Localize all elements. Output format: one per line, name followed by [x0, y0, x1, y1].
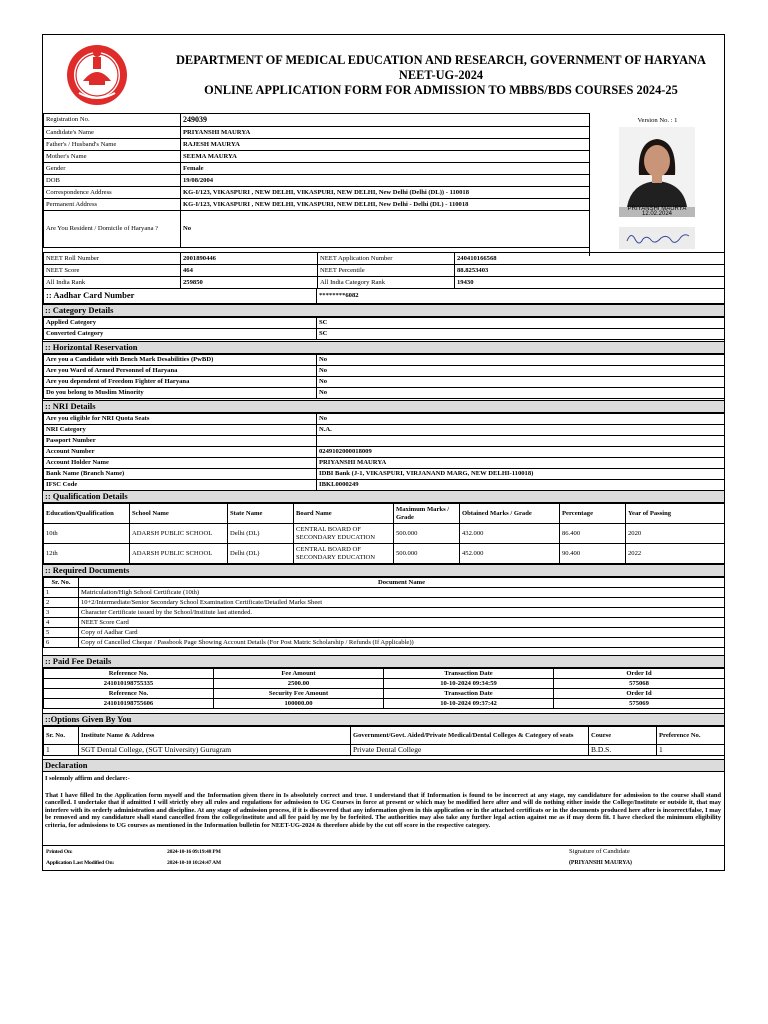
value: KG-I/123, VIKASPURI , NEW DELHI, VIKASPURI, NEW DELHI, New Delhi (Delhi (DL)) - 110018: [181, 187, 590, 199]
value: PRIYANSHI MAURYA: [181, 127, 590, 139]
nri-table: [43, 413, 725, 491]
label: Candidate's Name: [44, 127, 181, 139]
value: KG-I/123, VIKASPURI , NEW DELHI, VIKASPURI, NEW DELHI, New Delhi - Delhi (DL) - 110018: [181, 199, 590, 211]
cell: Copy of Cancelled Cheque / Passbook Page Showing Account Details (For Post Matric Scholarship / Refunds (If Applicable)): [79, 638, 725, 648]
candidate-signature-image: [619, 227, 695, 249]
cell: 4: [44, 618, 79, 628]
label: NEET Score: [44, 265, 181, 277]
options-table: [43, 726, 725, 756]
cell: 86.400: [560, 524, 626, 544]
column-header: Year of Passing: [626, 504, 725, 524]
value: No: [317, 414, 725, 425]
cell: Private Dental College: [351, 745, 589, 756]
table-row: [44, 628, 725, 638]
registration-number: 249039: [181, 114, 590, 127]
cell: 2022: [626, 544, 725, 564]
label: NEET Application Number: [318, 253, 455, 265]
form-header: [43, 35, 724, 113]
cell: ADARSH PUBLIC SCHOOL: [130, 544, 228, 564]
label: NEET Percentile: [318, 265, 455, 277]
cell: 2500.00: [214, 679, 384, 689]
photo-caption: [619, 207, 695, 217]
cell: 1: [44, 588, 79, 598]
label: Passport Number: [44, 436, 317, 447]
options-section: [43, 713, 724, 756]
value: No: [317, 355, 725, 366]
value: Female: [181, 163, 590, 175]
table-row: [44, 524, 725, 544]
category-section: [43, 304, 724, 340]
cell: 5: [44, 628, 79, 638]
label: Are You Resident / Domicile of Haryana ?: [44, 211, 181, 248]
column-header: Order Id: [554, 689, 725, 699]
label: Are you Ward of Armed Personnel of Haryana: [44, 366, 317, 377]
cell: Delhi (DL): [228, 544, 294, 564]
column-header: State Name: [228, 504, 294, 524]
column-header: Course: [589, 727, 657, 745]
cell: SGT Dental College, (SGT University) Gurugram: [79, 745, 351, 756]
table-row: [44, 745, 725, 756]
cell: Character Certificate issued by the School/Institute last attended.: [79, 608, 725, 618]
cell: B.D.S.: [589, 745, 657, 756]
version-number: Version No. : 1: [637, 117, 678, 124]
value: RAJESH MAURYA: [181, 139, 590, 151]
cell: Delhi (DL): [228, 524, 294, 544]
label: NRI Category: [44, 425, 317, 436]
horizontal-reservation-table: [43, 354, 725, 399]
signature-name: (PRIYANSHI MAURYA): [569, 860, 632, 866]
signature-label: Signature of Candidate: [569, 848, 630, 855]
qualification-table: [43, 503, 725, 564]
neet-details-table: [43, 252, 725, 289]
candidate-photo: [619, 127, 695, 207]
table-row: [44, 608, 725, 618]
neet-application-number: 240410166568: [455, 253, 725, 265]
qualification-section: [43, 490, 724, 564]
label: Applied Category: [44, 318, 317, 329]
cell: 10-10-2024 09:34:59: [384, 679, 554, 689]
label: Bank Name (Branch Name): [44, 469, 317, 480]
declaration-intro: I solemnly affirm and declare:-: [45, 775, 130, 782]
cell: 12th: [44, 544, 130, 564]
cell: 2: [44, 598, 79, 608]
table-row: [44, 699, 725, 709]
section-title: :: Category Details: [43, 304, 724, 317]
column-header: Institute Name & Address: [79, 727, 351, 745]
cell: 100000.00: [214, 699, 384, 709]
column-header: Sr. No.: [44, 727, 79, 745]
value: 0249102000018009: [317, 447, 725, 458]
column-header: School Name: [130, 504, 228, 524]
declaration-section: [43, 759, 724, 847]
section-title: :: Horizontal Reservation: [43, 341, 724, 354]
column-header: Fee Amount: [214, 669, 384, 679]
form-footer: [43, 845, 724, 871]
section-title: :: Qualification Details: [43, 490, 724, 503]
value: 19/08/2004: [181, 175, 590, 187]
column-header: Sr. No.: [44, 578, 79, 588]
cell: 432.000: [460, 524, 560, 544]
last-modified-label: Application Last Modified On:: [46, 860, 115, 866]
cell: 10+2/Intermediate/Senior Secondary School Examination Certificate/Detailed Marks Sheet: [79, 598, 725, 608]
table-row: [44, 638, 725, 648]
cell: CENTRAL BOARD OF SECONDARY EDUCATION: [294, 524, 394, 544]
aadhar-section: [43, 288, 725, 304]
cell: 6: [44, 638, 79, 648]
column-header: Transaction Date: [384, 689, 554, 699]
cell: 2020: [626, 524, 725, 544]
table-row: [44, 679, 725, 689]
value: No: [317, 377, 725, 388]
value: N.A.: [317, 425, 725, 436]
header-form-title: ONLINE APPLICATION FORM FOR ADMISSION TO MBBS/BDS COURSES 2024-25: [204, 83, 678, 97]
printed-on-label: Printed On:: [46, 849, 73, 855]
category-table: [43, 317, 725, 340]
header-exam: NEET-UG-2024: [398, 68, 484, 82]
section-title: :: Required Documents: [43, 564, 724, 577]
label: Are you dependent of Freedom Fighter of Haryana: [44, 377, 317, 388]
column-header: Reference No.: [44, 689, 214, 699]
paid-fee-section: [43, 655, 724, 709]
label: Registration No.: [44, 114, 181, 127]
column-header: Board Name: [294, 504, 394, 524]
table-row: [44, 618, 725, 628]
table-row: [44, 598, 725, 608]
label: Father's / Husband's Name: [44, 139, 181, 151]
neet-roll-number: 2001890446: [181, 253, 318, 265]
all-india-rank: 259850: [181, 277, 318, 289]
aadhar-number: ********6082: [317, 289, 725, 304]
photo-caption-date: 12.02.2024: [641, 211, 673, 217]
neet-score: 464: [181, 265, 318, 277]
column-header: Preference No.: [657, 727, 725, 745]
horizontal-reservation-section: [43, 341, 724, 399]
label: Converted Category: [44, 329, 317, 340]
label: Account Holder Name: [44, 458, 317, 469]
value: IBKL0000249: [317, 480, 725, 491]
value: SC: [317, 329, 725, 340]
photo-caption-name: PRIYANSHI MAURYA: [627, 206, 687, 212]
photo-box: [589, 113, 725, 256]
value: No: [181, 211, 590, 248]
label: IFSC Code: [44, 480, 317, 491]
cell: 452.000: [460, 544, 560, 564]
cell: 575068: [554, 679, 725, 689]
cell: Matriculation/High School Certificate (10th): [79, 588, 725, 598]
table-row: [44, 588, 725, 598]
printed-on-value: 2024-10-16 09:19:48 PM: [167, 849, 221, 855]
column-header: Document Name: [79, 578, 725, 588]
section-title: Declaration: [43, 759, 724, 772]
label: Are you eligible for NRI Quota Seats: [44, 414, 317, 425]
label: Permanent Address: [44, 199, 181, 211]
cell: 1: [657, 745, 725, 756]
column-header: Order Id: [554, 669, 725, 679]
cell: 241010198755606: [44, 699, 214, 709]
column-header: Maximum Marks / Grade: [394, 504, 460, 524]
cell: 500.000: [394, 524, 460, 544]
cell: NEET Score Card: [79, 618, 725, 628]
cell: 10th: [44, 524, 130, 544]
section-title: :: NRI Details: [43, 400, 724, 413]
label: Gender: [44, 163, 181, 175]
cell: 500.000: [394, 544, 460, 564]
label: DOB: [44, 175, 181, 187]
required-documents-section: [43, 564, 724, 648]
section-title: :: Paid Fee Details: [43, 655, 724, 668]
table-row: [44, 544, 725, 564]
value: SEEMA MAURYA: [181, 151, 590, 163]
label: All India Rank: [44, 277, 181, 289]
cell: 3: [44, 608, 79, 618]
label: NEET Roll Number: [44, 253, 181, 265]
column-header: Percentage: [560, 504, 626, 524]
value: SC: [317, 318, 725, 329]
cell: 1: [44, 745, 79, 756]
cell: Copy of Aadhar Card: [79, 628, 725, 638]
neet-percentile: 88.8253403: [455, 265, 725, 277]
label: Mother's Name: [44, 151, 181, 163]
cell: ADARSH PUBLIC SCHOOL: [130, 524, 228, 544]
cell: 575069: [554, 699, 725, 709]
value: No: [317, 366, 725, 377]
column-header: Security Fee Amount: [214, 689, 384, 699]
haryana-emblem-logo: [65, 41, 129, 107]
label: Are you a Candidate with Bench Mark Desabilities (PwBD): [44, 355, 317, 366]
column-header: Education/Qualification: [44, 504, 130, 524]
header-department: DEPARTMENT OF MEDICAL EDUCATION AND RESEARCH, GOVERNMENT OF HARYANA: [175, 53, 706, 67]
documents-table: [43, 577, 725, 648]
cell: 241010198755335: [44, 679, 214, 689]
application-form: [42, 34, 725, 871]
cell: 90.400: [560, 544, 626, 564]
all-india-category-rank: 19430: [455, 277, 725, 289]
section-title: ::Options Given By You: [43, 713, 724, 726]
column-header: Government/Govt. Aided/Private Medical/Dental Colleges & Category of seats: [351, 727, 589, 745]
label: Account Number: [44, 447, 317, 458]
label: Correspondence Address: [44, 187, 181, 199]
column-header: Reference No.: [44, 669, 214, 679]
label: All India Category Rank: [318, 277, 455, 289]
value: IDBI Bank (J-1, VIKASPURI, VIRJANAND MARG, NEW DELHI-110018): [317, 469, 725, 480]
cell: CENTRAL BOARD OF SECONDARY EDUCATION: [294, 544, 394, 564]
value: [317, 436, 725, 447]
cell: 10-10-2024 09:37:42: [384, 699, 554, 709]
column-header: Obtained Marks / Grade: [460, 504, 560, 524]
fee-table: [43, 668, 725, 709]
column-header: Transaction Date: [384, 669, 554, 679]
nri-section: [43, 400, 724, 491]
declaration-text: That I have filled In the Application form myself and the Information given there in Is absolutely correct and true. I understand that if Information is found to be incorrect at any stage, my candidature for admission to the course shall stand cancelled. I undertake that if admitted I will strictly obey all rules and regulations for admission to UG Courses in force at present or which may be modified here after and will do nothing either inside the College/Institute or outside it, that may interfere with its orderly administration and discipline. At any stage of admission process, if it is discovered that any information given in this application or in the attached certificats or in the documents produced here after is incorrect/false, I may be removed and my candidature shall stand cancelled from the college/institute and all fee paid by me by be forfeited. The authorities may also take any further legal action against me as if may deem fit. I have checked the minimum eligibility criteria, for admissions to UG courses as mentioned in the Information bulletin for NEET-UG-2024 & therefore abide by the cut off score in the respective category.: [45, 792, 721, 829]
value: No: [317, 388, 725, 399]
last-modified-value: 2024-10-10 10:24:47 AM: [167, 860, 222, 866]
section-title: :: Aadhar Card Number: [44, 289, 317, 304]
personal-details-table: [43, 113, 590, 248]
label: Do you belong to Muslim Minority: [44, 388, 317, 399]
value: PRIYANSHI MAURYA: [317, 458, 725, 469]
